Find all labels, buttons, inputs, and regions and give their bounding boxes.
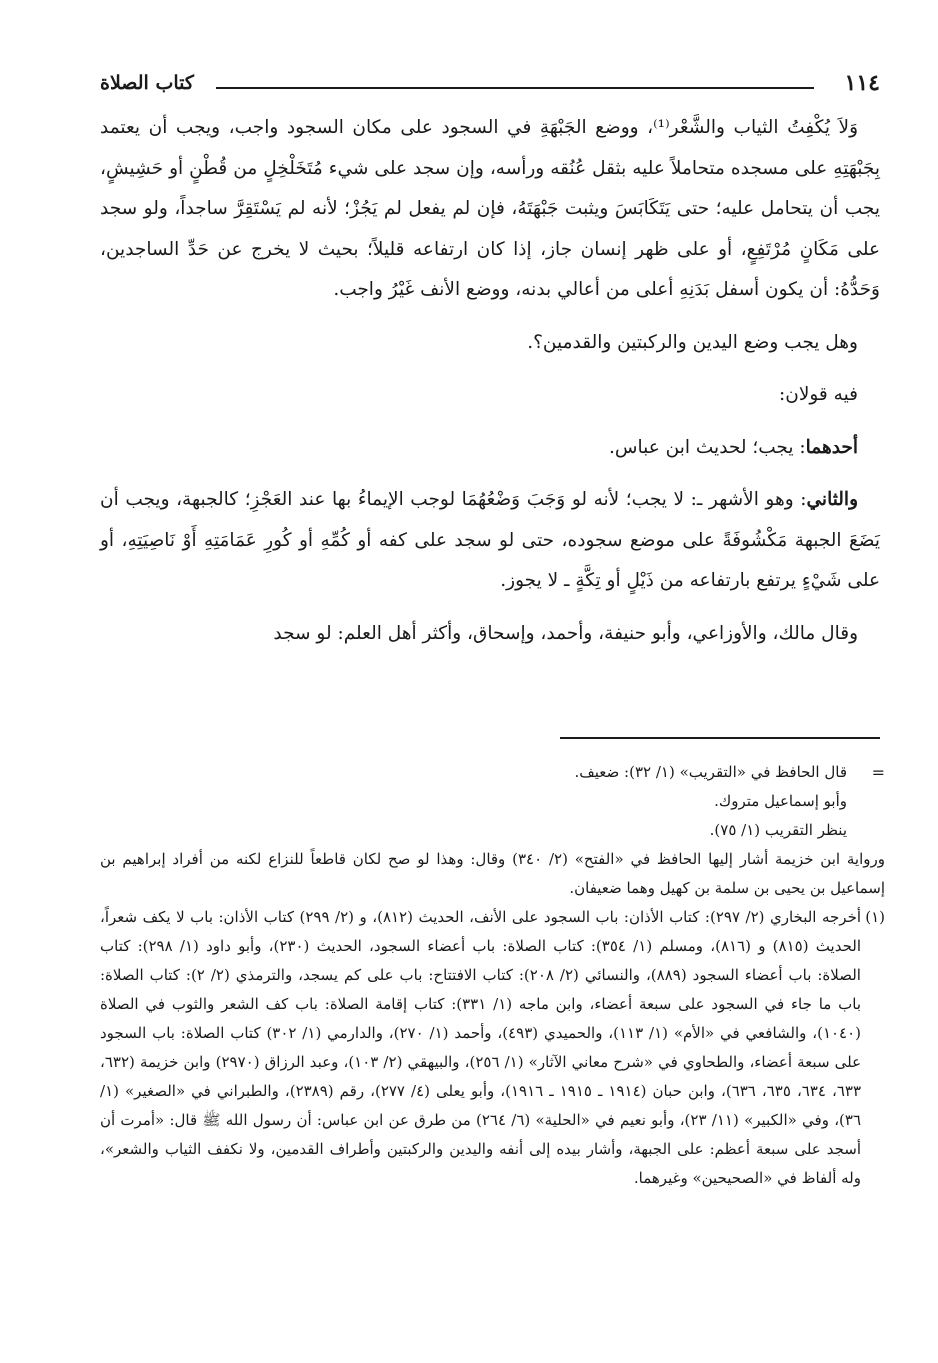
first-opinion-text: : يجب؛ لحديث ابن عباس. bbox=[609, 436, 806, 458]
running-title: كتاب الصلاة bbox=[100, 72, 194, 94]
paragraph-4 bbox=[100, 428, 880, 469]
page-number: ١١٤ bbox=[844, 70, 880, 96]
continuation-mark: = bbox=[871, 763, 885, 782]
footnote-continuation bbox=[100, 758, 885, 845]
second-opinion-label: والثاني bbox=[806, 489, 858, 510]
paragraph-2: وهل يجب وضع اليدين والركبتين والقدمين؟. bbox=[527, 331, 858, 353]
footnote-paragraph: ورواية ابن خزيمة أشار إليها الحافظ في «الفتح» (٢/ ٣٤٠) وقال: وهذا لو صح لكان قاطعاً للنزاع لكنه من أفراد إبراهيم بن إسماعيل بن يحيى بن سلمة بن كهيل وهما ضعيفان. bbox=[100, 850, 885, 897]
footnote-line: ينظر التقريب (١/ ٧٥). bbox=[709, 821, 847, 839]
paragraph-6: وقال مالك، والأوزاعي، وأبو حنيفة، وأحمد، وإسحاق، وأكثر أهل العلم: لو سجد bbox=[273, 622, 858, 644]
footnote-line: وأبو إسماعيل متروك. bbox=[714, 792, 847, 810]
paragraph-3: فيه قولان: bbox=[779, 384, 858, 405]
second-opinion-text: : وهو الأشهر ـ: لا يجب؛ لأنه لو وَجَبَ وَضْعُهُمَا لوجب الإيماءُ بها عند العَجْزِ؛ كالجبهة، ويجب أن يَضَعَ الجبهة مَكْشُوفَةً على موضع سجوده، حتى لو سجد على كفه أو كُمِّهِ أو كُورِ عَمَامَتِهِ أَوْ نَاصِيَتِهِ، أو على شَيْءٍ يرتفع بارتفاعه من ذَيْلٍ أو تِكَّةٍ ـ لا يجوز. bbox=[100, 489, 880, 591]
footnote-line: قال الحافظ في «التقريب» (١/ ٣٢): ضعيف. bbox=[574, 763, 847, 781]
footnote-number: (١) bbox=[865, 908, 885, 926]
footnote-1 bbox=[100, 903, 885, 1193]
first-opinion-label: أحدهما bbox=[805, 436, 858, 458]
paragraph-5 bbox=[100, 480, 880, 602]
header-rule bbox=[216, 87, 814, 89]
paragraph-1: وَلاَ يُكْفِتُ الثياب والشَّعْر⁽¹⁾، ووضع الجَبْهَةِ في السجود على مكان السجود واجب، ويجب أن يعتمد بِجَبْهَتِهِ على مسجده متحاملاً عليه بثقل عُنُقه ورأسه، وإن سجد على شيء مُتَخَلْخِلٍ من قُطْنٍ أو حَشِيشٍ، يجب أن يتحامل عليه؛ حتى يَتَكَابَسَ ويثبت جَبْهَتَهُ، فإن لم يفعل لم يَجُزْ؛ لأنه لم يَسْتَقِرَّ ساجداً، ولو سجد على مَكَانٍ مُرْتَفِعٍ، أو على ظهر إنسان جاز، إذا كان ارتفاعه قليلاً؛ بحيث لا يخرج عن حَدِّ الساجدين، وَحَدُّهُ: أن يكون أسفل بَدَنِهِ أعلى من أعالي بدنه، ووضع الأنف غَيْرُ واجب. bbox=[100, 117, 880, 300]
footnotes bbox=[100, 758, 885, 1193]
footnote-separator bbox=[560, 737, 880, 739]
page-header bbox=[100, 70, 880, 100]
footnote-text: أخرجه البخاري (٢/ ٢٩٧): كتاب الأذان: باب السجود على الأنف، الحديث (٨١٢)، و (٢/ ٢٩٩) كتاب الأذان: باب لا يكف شعراً، الحديث (٨١٥) و (٨١٦)، ومسلم (١/ ٣٥٤): كتاب الصلاة: باب أعضاء السجود، الحديث (٢٣٠)، وأبو داود (١/ ٢٩٨): كتاب الصلاة: باب أعضاء السجود (٨٨٩)، والنسائي (٢/ ٢٠٨): كتاب الافتتاح: باب على كم يسجد، والترمذي (٢/ ٢): كتاب الصلاة: باب ما جاء في السجود على سبعة أعضاء، وابن ماجه (١/ ٣٣١): كتاب إقامة الصلاة: باب كف الشعر والثوب في الصلاة (١٠٤٠)، والشافعي في «الأم» (١/ ١١٣)، والحميدي (٤٩٣)، وأحمد (١/ ٢٧٠)، والدارمي (١/ ٣٠٢) كتاب الصلاة: باب السجود على سبعة أعضاء، والطحاوي في «شرح معاني الآثار» (١/ ٢٥٦)، والبيهقي (٢/ ١٠٣)، وعبد الرزاق (٢٩٧٠) وابن خزيمة (٦٣٢، ٦٣٣، ٦٣٤، ٦٣٥، ٦٣٦)، وابن حبان (١٩١٤ ـ ١٩١٥ ـ ١٩١٦)، وأبو يعلى (٤/ ٢٧٧)، رقم (٢٣٨٩)، والطبراني في «الصغير» (١/ ٣٦)، وفي «الكبير» (١١/ ٢٣)، وأبو نعيم في «الحلية» (٦/ ٢٦٤) من طرق عن ابن عباس: أن رسول الله ﷺ قال: «أمرت أن أسجد على سبعة أعظم: على الجبهة، وأشار بيده إلى أنفه واليدين والركبتين وأطراف القدمين، ولا نكفف الثياب والشعر»، وله ألفاظ في «الصحيحين» وغيرهما. bbox=[100, 908, 862, 1187]
main-text bbox=[100, 108, 880, 666]
